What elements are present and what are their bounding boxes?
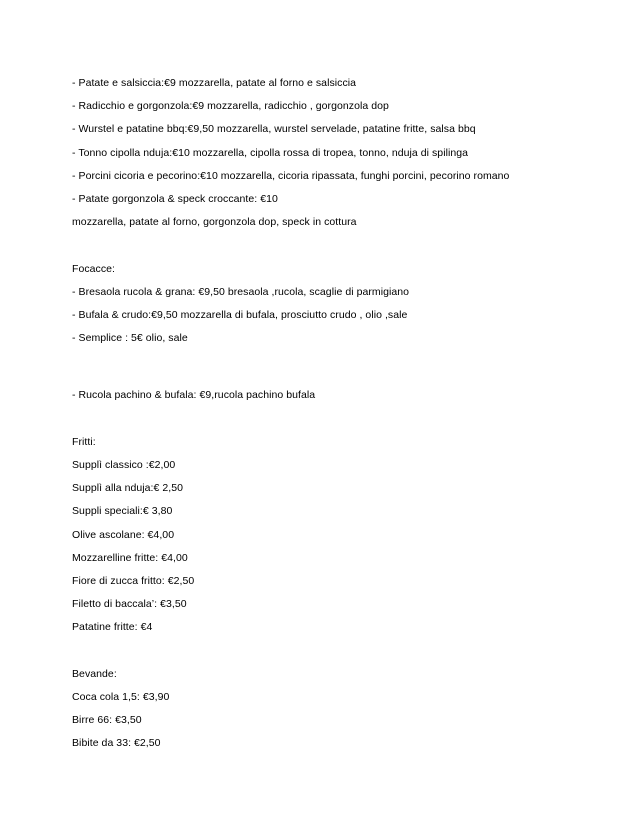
menu-line: - Rucola pachino & bufala: €9,rucola pachino bufala xyxy=(72,389,316,402)
document-body xyxy=(72,72,578,755)
menu-line: Olive ascolane: €4,00 xyxy=(72,528,175,541)
paragraph-gap xyxy=(72,373,578,384)
menu-line: Mozzarelline fritte: €4,00 xyxy=(72,551,188,564)
menu-line: Coca cola 1,5: €3,90 xyxy=(72,690,170,703)
menu-line: Supplì classico :€2,00 xyxy=(72,459,176,471)
menu-line: Supplì alla nduja:€ 2,50 xyxy=(72,482,184,495)
menu-line: - Porcini cicoria e pecorino:€10 mozzarella, cicoria ripassata, funghi porcini, pecorino romano xyxy=(72,169,510,182)
menu-line: - Radicchio e gorgonzola:€9 mozzarella, radicchio , gorgonzola dop xyxy=(72,100,389,113)
menu-line: Patatine fritte: €4 xyxy=(72,621,153,634)
menu-line: - Semplice : 5€ olio, sale xyxy=(72,332,188,345)
menu-line: mozzarella, patate al forno, gorgonzola dop, speck in cottura xyxy=(72,216,357,229)
menu-line: Birre 66: €3,50 xyxy=(72,714,142,727)
menu-line: - Wurstel e patatine bbq:€9,50 mozzarella, wurstel servelade, patatine fritte, salsa bbq xyxy=(72,123,476,136)
menu-line: - Tonno cipolla nduja:€10 mozzarella, cipolla rossa di tropea, tonno, nduja di spilinga xyxy=(72,146,469,159)
menu-line: - Patate e salsiccia:€9 mozzarella, patate al forno e salsiccia xyxy=(72,77,357,89)
menu-line: - Bresaola rucola & grana: €9,50 bresaola ,rucola, scaglie di parmigiano xyxy=(72,285,410,298)
section-heading-focacce: Focacce: xyxy=(72,262,116,275)
paragraph-gap xyxy=(72,640,578,663)
section-heading-fritti: Fritti: xyxy=(72,435,96,448)
paragraph-gap xyxy=(72,350,578,373)
menu-line: Filetto di baccala’: €3,50 xyxy=(72,598,187,611)
paragraph-gap xyxy=(72,408,578,431)
menu-line: Fiore di zucca fritto: €2,50 xyxy=(72,574,195,587)
menu-line: Suppli speciali:€ 3,80 xyxy=(72,505,173,518)
fritti-block xyxy=(72,431,578,640)
menu-line: - Bufala & crudo:€9,50 mozzarella di bufala, prosciutto crudo , olio ,sale xyxy=(72,308,408,321)
section-heading-bevande: Bevande: xyxy=(72,667,117,680)
paragraph-gap xyxy=(72,234,578,257)
pizza-list-block xyxy=(72,72,578,234)
rucola-block xyxy=(72,384,578,407)
focacce-block xyxy=(72,258,578,351)
bevande-block xyxy=(72,663,578,756)
menu-line: Bibite da 33: €2,50 xyxy=(72,737,161,750)
menu-line: - Patate gorgonzola & speck croccante: €10 xyxy=(72,192,278,205)
